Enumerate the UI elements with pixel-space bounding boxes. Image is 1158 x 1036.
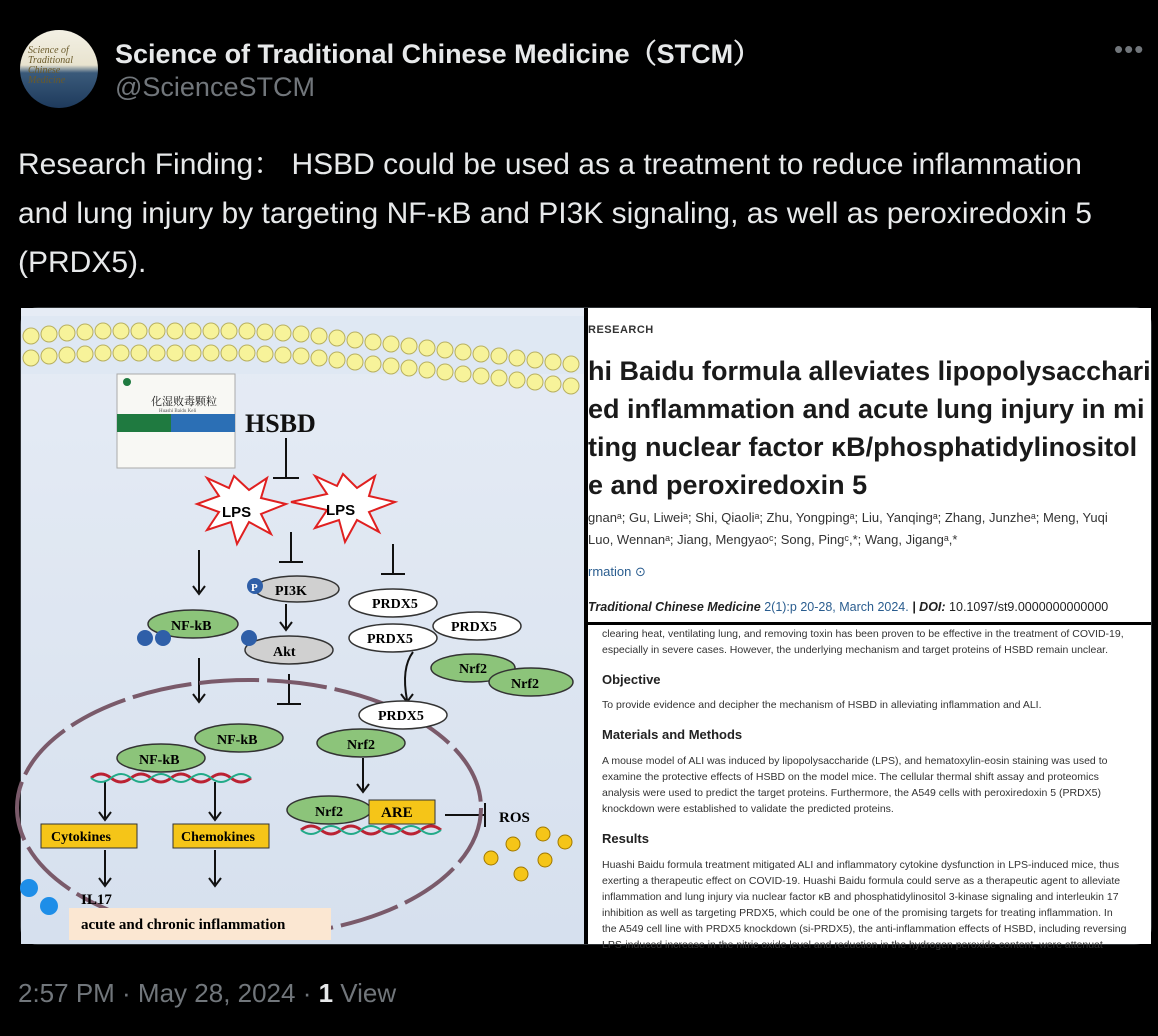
article-title-line-1: hi Baidu formula alleviates lipopolysacchari [588,356,1151,386]
results-heading: Results [602,831,649,846]
objective-heading: Objective [602,672,661,687]
hsbd-label: HSBD [245,409,316,438]
nfkb-outer-label: NF-kB [171,619,212,634]
more-horizontal-icon[interactable]: ••• [1114,34,1145,64]
are-label: ARE [381,805,413,821]
prdx5-2: PRDX5 [367,632,413,647]
akt-label: Akt [273,645,296,660]
article-title-line-3: ting nuclear factor κB/phosphatidylinositol [588,432,1138,462]
nrf2-4: Nrf2 [315,805,343,820]
author-handle[interactable]: @ScienceSTCM [115,72,315,102]
author-info-link[interactable]: rmation ⊙ [588,564,646,579]
methods-line-1: A mouse model of ALI was induced by lipopolysaccharide (LPS), and hematoxylin-eosin staining was used to [602,755,1108,767]
prdx5-4: PRDX5 [378,709,424,724]
prdx5-3: PRDX5 [451,620,497,635]
lps-star-2 [291,474,395,542]
hsbd-product-box [117,374,235,468]
cell-membrane [21,316,584,394]
tweet-text: Research Finding： HSBD could be used as a treatment to reduce inflammation and lung injury by targeting NF-κB and PI3K signaling, as well as peroxiredoxin 5 (PRDX5). [18,148,1092,279]
results-line-5: the A549 cell line with PRDX5 knockdown (si-PRDX5), the anti-inflammation effects of HSBD, including reversing [602,923,1127,935]
p-badge: P [251,582,258,594]
journal-name[interactable]: Traditional Chinese Medicine [588,600,761,614]
nfkb-nuc2: NF-kB [139,753,180,768]
tweet-timestamp[interactable] [18,978,396,1009]
box-title: 化湿败毒颗粒 [151,395,217,408]
results-line-4: inhibition as well as targeting PRDX5, which could be one of the promising targets for treating inflammation. In [602,907,1113,919]
prdx5-1: PRDX5 [372,597,418,612]
lps-1: LPS [222,504,252,521]
article-title-line-2: ed inflammation and acute lung injury in mi [588,394,1145,424]
chemokines-label: Chemokines [181,830,255,845]
intro-line-2: especially in severe cases. However, the underlying mechanism and target proteins of HSBD remain unclear. [602,644,1109,656]
nrf2-1: Nrf2 [459,662,487,677]
article-title-line-4: e and peroxiredoxin 5 [588,470,868,500]
article-screenshot [588,308,1151,951]
methods-heading: Materials and Methods [602,727,743,742]
results-line-1: Huashi Baidu formula treatment mitigated ALI and inflammatory cytokine dysfunction in LPS-induced mice, thus [602,859,1120,871]
doi-label: | DOI: [908,600,946,614]
article-authors-1: gnanᵃ; Gu, Liweiᵃ; Shi, Qiaoliᵃ; Zhu, Yongpingᵃ; Liu, Yanqingᵃ; Zhang, Junzheᵃ; Meng, Yuqi [588,510,1108,525]
citation[interactable]: 2(1):p 20-28, March 2024. [760,600,909,614]
results-line-3: inflammation and lung injury via nuclear factor κB and phosphatidylinositol 3-kinase signaling and interleukin 17 [602,891,1119,903]
pi3k-label: PI3K [275,584,307,599]
doi-value[interactable]: 10.1097/st9.0000000000000 [945,600,1109,614]
article-section-divider [588,622,1151,625]
nfkb-nuc1: NF-kB [217,733,258,748]
results-line-6: LPS-induced increase in the nitric oxide level and reduction in the hydrogen peroxide content, were attenuat [602,939,1103,951]
author-avatar[interactable] [20,30,98,108]
article-label: RESEARCH [588,324,654,336]
box-subtitle: Huashi Baidu Keli [159,409,197,414]
methods-line-2: examine the protective effects of HSBD on the model mice. The cellular thermal shift assay and proteomics [602,771,1099,783]
pathway-diagram [21,308,584,944]
tweet-media[interactable] [20,307,1152,951]
lps-star-1 [197,476,286,544]
il17-label: IL17 [81,892,112,908]
views-label: View [333,978,397,1008]
views-count: 1 [318,978,334,1008]
inflammation-label: acute and chronic inflammation [81,917,286,933]
objective-text: To provide evidence and decipher the mechanism of HSBD in alleviating inflammation and ALI. [602,699,1042,711]
nrf2-3: Nrf2 [347,738,375,753]
article-citation-line [588,600,1108,614]
methods-line-3: analysis were used to predict the target proteins. Furthermore, the A549 cells with peroxiredoxin 5 (PRDX5) [602,787,1101,799]
lps-2: LPS [326,502,356,519]
nrf2-2: Nrf2 [511,677,539,692]
timestamp-text[interactable]: 2:57 PM · May 28, 2024 · [18,978,319,1008]
article-authors-2: Luo, Wennanᵃ; Jiang, Mengyaoᶜ; Song, Pingᶜ,*; Wang, Jigangᵃ,* [588,532,958,547]
author-display-name[interactable]: Science of Traditional Chinese Medicine（STCM） [115,39,761,69]
ros-label: ROS [499,810,530,826]
avatar-text: Science of Traditional Chinese Medicine [28,45,74,86]
intro-line-1: clearing heat, ventilating lung, and removing toxin has been proven to be effective in the treatment of COVID-19, [602,628,1124,640]
cytokines-label: Cytokines [51,830,111,845]
methods-line-4: knockdown were established to validate the predicted proteins. [602,803,894,815]
results-line-2: exerting a therapeutic effect on COVID-19. Huashi Baidu formula could serve as a therapeutic agent to alleviate [602,875,1121,887]
